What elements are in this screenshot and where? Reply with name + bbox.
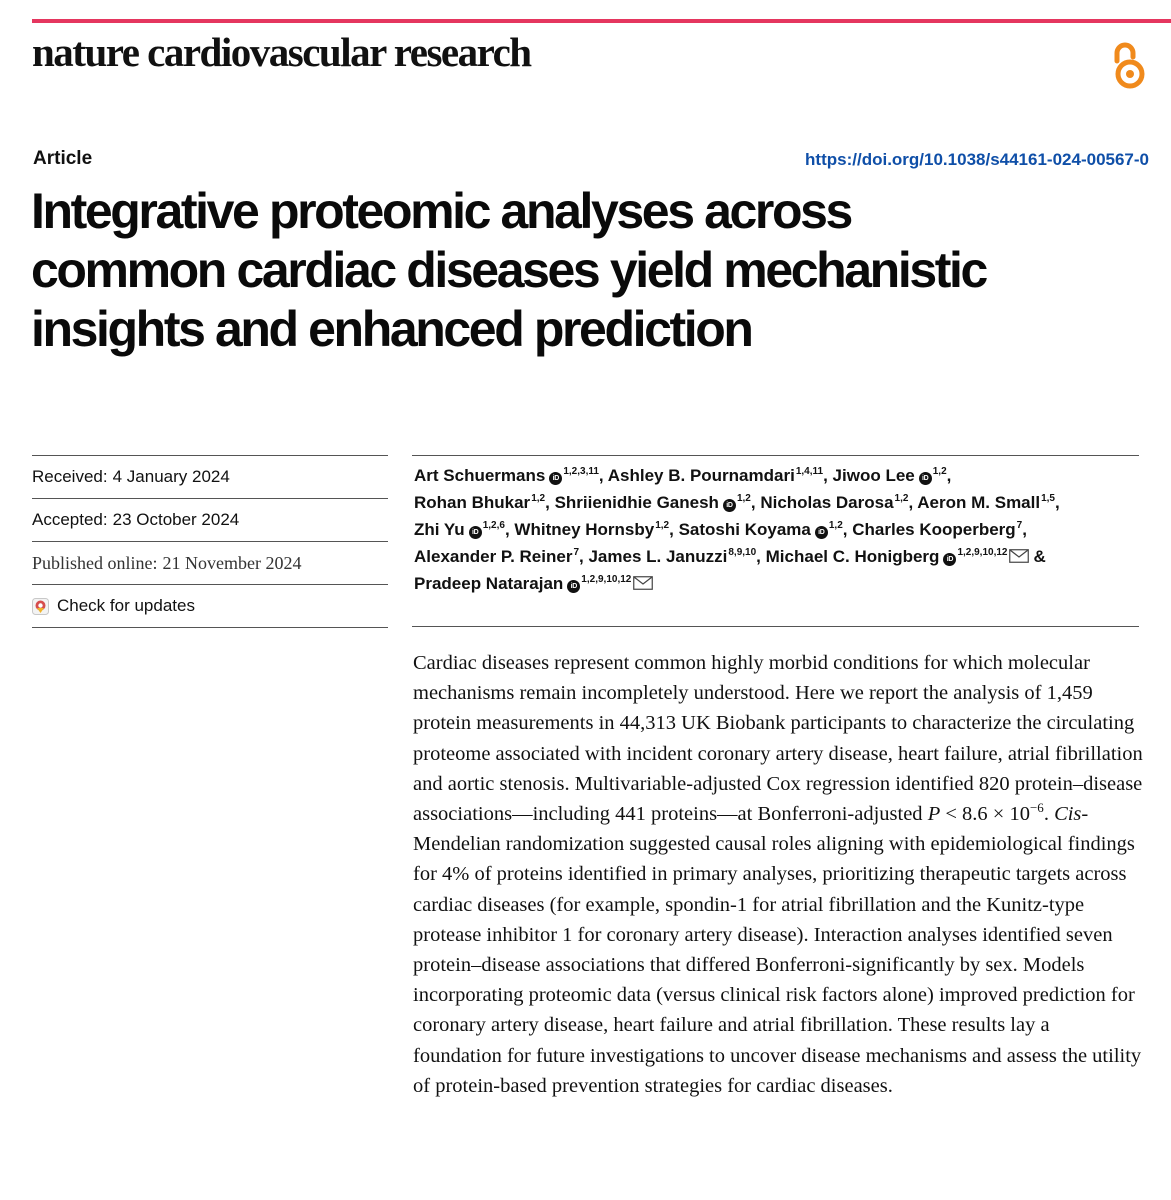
published-date: 21 November 2024 bbox=[162, 552, 302, 573]
author-separator: , bbox=[946, 466, 952, 485]
abstract bbox=[413, 648, 1143, 1101]
author-separator: , bbox=[908, 493, 914, 512]
author-affiliations: 7 bbox=[1016, 520, 1023, 531]
author-separator: , bbox=[823, 466, 828, 485]
p-exponent: −6 bbox=[1029, 800, 1044, 816]
author[interactable] bbox=[588, 547, 760, 566]
author-affiliations: 1,2 bbox=[828, 520, 843, 531]
email-icon[interactable] bbox=[633, 576, 653, 590]
email-icon[interactable] bbox=[1009, 549, 1029, 563]
author-list bbox=[414, 462, 1144, 597]
accepted-label: Accepted: bbox=[32, 510, 108, 529]
author-name: Zhi Yu bbox=[414, 520, 465, 539]
received-label: Received: bbox=[32, 467, 108, 486]
author[interactable] bbox=[679, 520, 848, 539]
orcid-icon[interactable]: iD bbox=[567, 580, 580, 593]
article-title bbox=[31, 182, 1141, 359]
orcid-icon[interactable]: iD bbox=[943, 553, 956, 566]
title-line: common cardiac diseases yield mechanistic bbox=[31, 242, 986, 298]
author[interactable] bbox=[514, 520, 673, 539]
author-name: Pradeep Natarajan bbox=[414, 574, 564, 593]
author-affiliations: 1,2,6 bbox=[482, 520, 505, 531]
author-name: Whitney Hornsby bbox=[514, 520, 655, 539]
author-separator: , bbox=[598, 466, 604, 485]
author-separator: , bbox=[579, 547, 584, 566]
author-separator: & bbox=[1033, 547, 1046, 566]
author-line bbox=[414, 462, 1144, 489]
author-line bbox=[414, 489, 1144, 516]
check-updates-button[interactable] bbox=[32, 584, 388, 628]
author-name: Art Schuermans bbox=[414, 466, 546, 485]
author-separator: , bbox=[842, 520, 848, 539]
author[interactable] bbox=[917, 493, 1059, 512]
author-separator: , bbox=[750, 493, 756, 512]
author-separator: , bbox=[669, 520, 674, 539]
author-affiliations: 1,2 bbox=[531, 493, 546, 504]
abstract-text: -Mendelian randomization suggested causal roles aligning with epidemiological findings for 4% of proteins identified in primary analyses, prioritizing therapeutic targets across cardiac diseases (for example, spondin-1 for atrial fibrillation and the Kunitz-type protease inhibitor 1 for coronary artery disease). Interaction analyses identified seven protein–disease associations that differed Bonferroni-significantly by sex. Models incorporating proteomic data (versus clinical risk factors alone) improved prediction for coronary artery disease, heart failure and atrial fibrillation. These results lay a foundation for future investigations to uncover disease mechanisms and assess the utility of protein-based prevention strategies for cardiac diseases. bbox=[413, 803, 1142, 1097]
cis-word: Cis bbox=[1054, 803, 1082, 826]
orcid-icon[interactable]: iD bbox=[549, 472, 562, 485]
abstract-text: Cardiac diseases represent common highly morbid conditions for which molecular mechanisms remain incompletely understood. Here we report the analysis of 1,459 protein measurements in 44,313 UK Biobank participants to characterize the circulating proteome associated with incident coronary artery disease, heart failure, atrial fibrillation and aortic stenosis. Multivariable-adjusted Cox regression identified 820 protein–disease associations—including 441 proteins—at Bonferroni-adjusted bbox=[413, 652, 1143, 826]
author-name: Jiwoo Lee bbox=[832, 466, 915, 485]
received-row bbox=[32, 455, 388, 498]
author-affiliations: 1,2 bbox=[932, 466, 947, 477]
orcid-icon[interactable]: iD bbox=[723, 499, 736, 512]
author[interactable] bbox=[555, 493, 756, 512]
author-affiliations: 1,2 bbox=[894, 493, 909, 504]
accepted-date: 23 October 2024 bbox=[112, 510, 240, 529]
author-name: Ashley B. Pournamdari bbox=[607, 466, 795, 485]
author-name: Charles Kooperberg bbox=[852, 520, 1016, 539]
check-for-updates-icon bbox=[32, 598, 49, 615]
author-name: Michael C. Honigberg bbox=[765, 547, 940, 566]
author-separator: , bbox=[504, 520, 510, 539]
author-affiliations: 1,2,3,11 bbox=[563, 466, 599, 477]
author-affiliations: 7 bbox=[573, 547, 579, 558]
author-name: Shriienidhie Ganesh bbox=[554, 493, 719, 512]
p-value-text: < 8.6 × 10 bbox=[940, 803, 1030, 826]
journal-accent-bar bbox=[32, 19, 1171, 23]
author[interactable] bbox=[414, 547, 584, 566]
author[interactable] bbox=[414, 520, 510, 539]
article-type-label: Article bbox=[33, 148, 93, 169]
author[interactable] bbox=[414, 466, 604, 485]
abstract-text: . bbox=[1043, 803, 1055, 826]
author[interactable] bbox=[852, 520, 1027, 539]
p-symbol: P bbox=[927, 803, 941, 826]
title-line: insights and enhanced prediction bbox=[31, 301, 752, 357]
author-affiliations: 1,2,9,10,12 bbox=[581, 574, 632, 585]
author-name: Alexander P. Reiner bbox=[414, 547, 573, 566]
check-updates-label: Check for updates bbox=[57, 596, 195, 615]
open-access-icon bbox=[1108, 40, 1152, 90]
author-line bbox=[414, 516, 1144, 543]
author-line bbox=[414, 570, 1144, 597]
author-name: Nicholas Darosa bbox=[760, 493, 894, 512]
received-date: 4 January 2024 bbox=[112, 467, 230, 486]
author-separator: , bbox=[1022, 520, 1027, 539]
accepted-row bbox=[32, 498, 388, 541]
author-separator: , bbox=[756, 547, 761, 566]
author-name: Rohan Bhukar bbox=[414, 493, 531, 512]
author-name: Aeron M. Small bbox=[917, 493, 1041, 512]
author[interactable] bbox=[414, 574, 653, 593]
article-dates bbox=[32, 455, 388, 628]
author-name: James L. Januzzi bbox=[588, 547, 728, 566]
author[interactable] bbox=[766, 547, 1046, 566]
author-affiliations: 1,4,11 bbox=[795, 466, 824, 477]
author-affiliations: 8,9,10 bbox=[728, 547, 757, 558]
author-name: Satoshi Koyama bbox=[678, 520, 811, 539]
author[interactable] bbox=[760, 493, 913, 512]
author-separator: , bbox=[545, 493, 550, 512]
author-separator: , bbox=[1055, 493, 1060, 512]
doi-link[interactable]: https://doi.org/10.1038/s44161-024-00567-0 bbox=[805, 150, 1149, 169]
author-affiliations: 1,2,9,10,12 bbox=[957, 547, 1008, 558]
author[interactable] bbox=[833, 466, 952, 485]
journal-name[interactable]: nature cardiovascular research bbox=[32, 29, 531, 75]
orcid-icon[interactable]: iD bbox=[919, 472, 932, 485]
authors-divider bbox=[412, 455, 1139, 456]
author-affiliations: 1,2 bbox=[655, 520, 670, 531]
author-affiliations: 1,2 bbox=[736, 493, 751, 504]
author-line bbox=[414, 543, 1144, 570]
title-line: Integrative proteomic analyses across bbox=[31, 183, 851, 239]
published-label: Published online: bbox=[32, 552, 158, 573]
author-affiliations: 1,5 bbox=[1041, 493, 1055, 504]
published-row bbox=[32, 541, 388, 584]
abstract-divider bbox=[412, 626, 1139, 627]
orcid-icon[interactable]: iD bbox=[815, 526, 828, 539]
orcid-icon[interactable]: iD bbox=[469, 526, 482, 539]
author[interactable] bbox=[608, 466, 828, 485]
author[interactable] bbox=[414, 493, 550, 512]
